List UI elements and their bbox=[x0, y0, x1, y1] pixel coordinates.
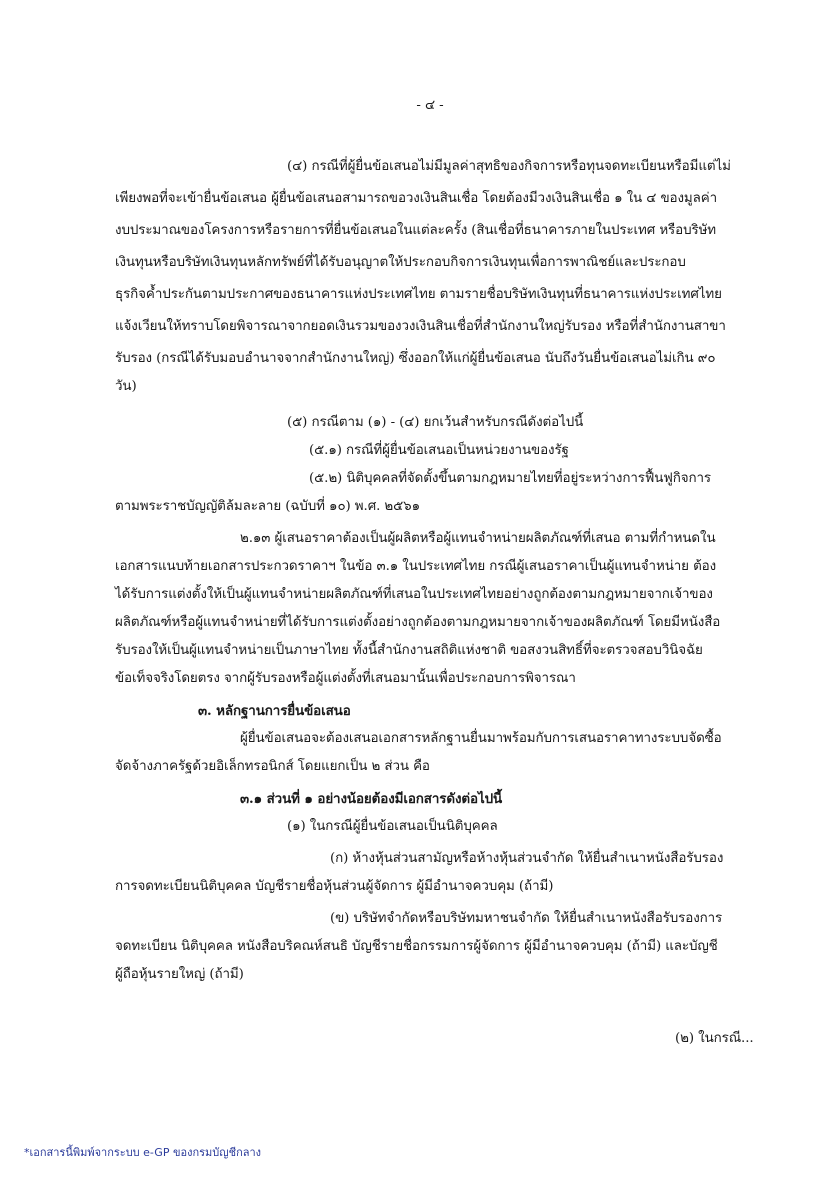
paragraph-line: การจดทะเบียนนิติบุคคล บัญชีรายชื่อหุ้นส่วนผู้จัดการ ผู้มีอำนาจควบคุม (ถ้ามี) bbox=[115, 879, 554, 894]
paragraph-line: รับรอง (กรณีได้รับมอบอำนาจจากสำนักงานใหญ่) ซึ่งออกให้แก่ผู้ยื่นข้อเสนอ นับถึงวันยื่นข้อเสนอไม่เกิน ๙๐ bbox=[115, 351, 716, 366]
continuation-text: (๒) ในกรณี... bbox=[675, 1031, 754, 1046]
paragraph-line: (๕.๒) นิติบุคคลที่จัดตั้งขึ้นตามกฎหมายไทยที่อยู่ระหว่างการฟื้นฟูกิจการ bbox=[309, 471, 711, 486]
page-number: - ๔ - bbox=[416, 98, 444, 113]
paragraph-line: ผู้ยื่นข้อเสนอจะต้องเสนอเอกสารหลักฐานยื่นมาพร้อมกับการเสนอราคาทางระบบจัดซื้อ bbox=[240, 731, 722, 746]
subsection-heading: ๓.๑ ส่วนที่ ๑ อย่างน้อยต้องมีเอกสารดังต่อไปนี้ bbox=[240, 791, 503, 807]
paragraph-line: ผู้ถือหุ้นรายใหญ่ (ถ้ามี) bbox=[115, 967, 244, 982]
paragraph-line: (ข) บริษัทจำกัดหรือบริษัทมหาชนจำกัด ให้ยื่นสำเนาหนังสือรับรองการ bbox=[330, 911, 723, 926]
paragraph-line: (ก) ห้างหุ้นส่วนสามัญหรือห้างหุ้นส่วนจำกัด ให้ยื่นสำเนาหนังสือรับรอง bbox=[330, 851, 724, 866]
paragraph-line: (๔) กรณีที่ผู้ยื่นข้อเสนอไม่มีมูลค่าสุทธิของกิจการหรือทุนจดทะเบียนหรือมีแต่ไม่ bbox=[287, 159, 731, 174]
paragraph-line: ข้อเท็จจริงโดยตรง จากผู้รับรองหรือผู้แต่งตั้งที่เสนอมานั้นเพื่อประกอบการพิจารณา bbox=[115, 671, 576, 686]
footer-note: *เอกสารนี้พิมพ์จากระบบ e-GP ของกรมบัญชีกลาง bbox=[24, 1146, 262, 1159]
paragraph-line: เพียงพอที่จะเข้ายื่นข้อเสนอ ผู้ยื่นข้อเสนอสามารถขอวงเงินสินเชื่อ โดยต้องมีวงเงินสินเชื่อ ๑ ใน ๔ ของมูลค่า bbox=[115, 191, 718, 206]
paragraph-line: เอกสารแนบท้ายเอกสารประกวดราคาฯ ในข้อ ๓.๑ ในประเทศไทย กรณีผู้เสนอราคาเป็นผู้แทนจำหน่าย ต้อง bbox=[115, 559, 717, 574]
paragraph-line: (๑) ในกรณีผู้ยื่นข้อเสนอเป็นนิติบุคคล bbox=[287, 819, 498, 834]
paragraph-line: ผลิตภัณฑ์หรือผู้แทนจำหน่ายที่ได้รับการแต่งตั้งอย่างถูกต้องตามกฎหมายจากเจ้าของผลิตภัณฑ์ โดยมีหนังสือ bbox=[115, 615, 721, 630]
paragraph-line: จดทะเบียน นิติบุคคล หนังสือบริคณห์สนธิ บัญชีรายชื่อกรรมการผู้จัดการ ผู้มีอำนาจควบคุม (ถ้ามี) และบัญชี bbox=[115, 939, 718, 954]
paragraph-line: ได้รับการแต่งตั้งให้เป็นผู้แทนจำหน่ายผลิตภัณฑ์ที่เสนอในประเทศไทยอย่างถูกต้องตามกฎหมายจากเจ้าของ bbox=[115, 587, 713, 602]
paragraph-line: ๒.๑๓ ผู้เสนอราคาต้องเป็นผู้ผลิตหรือผู้แทนจำหน่ายผลิตภัณฑ์ที่เสนอ ตามที่กำหนดใน bbox=[240, 531, 716, 546]
paragraph-line: รับรองให้เป็นผู้แทนจำหน่ายเป็นภาษาไทย ทั้งนี้สำนักงานสถิติแห่งชาติ ขอสงวนสิทธิ์ที่จะตรวจสอบวินิจฉัย bbox=[115, 643, 703, 658]
paragraph-line: (๕.๑) กรณีที่ผู้ยื่นข้อเสนอเป็นหน่วยงานของรัฐ bbox=[309, 443, 569, 458]
paragraph-line: วัน) bbox=[115, 379, 137, 394]
paragraph-line: (๕) กรณีตาม (๑) - (๔) ยกเว้นสำหรับกรณีดังต่อไปนี้ bbox=[287, 415, 584, 430]
paragraph-line: งบประมาณของโครงการหรือรายการที่ยื่นข้อเสนอในแต่ละครั้ง (สินเชื่อที่ธนาคารภายในประเทศ หรือบริษัท bbox=[115, 223, 717, 238]
paragraph-line: แจ้งเวียนให้ทราบโดยพิจารณาจากยอดเงินรวมของวงเงินสินเชื่อที่สำนักงานใหญ่รับรอง หรือที่สำนักงานสาขา bbox=[115, 319, 726, 334]
paragraph-line: เงินทุนหรือบริษัทเงินทุนหลักทรัพย์ที่ได้รับอนุญาตให้ประกอบกิจการเงินทุนเพื่อการพาณิชย์และประกอบ bbox=[115, 255, 686, 270]
section-heading: ๓. หลักฐานการยื่นข้อเสนอ bbox=[198, 703, 351, 719]
paragraph-line: จัดจ้างภาครัฐด้วยอิเล็กทรอนิกส์ โดยแยกเป็น ๒ ส่วน คือ bbox=[115, 759, 430, 774]
paragraph-line: ธุรกิจค้ำประกันตามประกาศของธนาคารแห่งประเทศไทย ตามรายชื่อบริษัทเงินทุนที่ธนาคารแห่งประเทศไทย bbox=[115, 287, 722, 302]
paragraph-line: ตามพระราชบัญญัติล้มละลาย (ฉบับที่ ๑๐) พ.ศ. ๒๕๖๑ bbox=[115, 499, 420, 514]
